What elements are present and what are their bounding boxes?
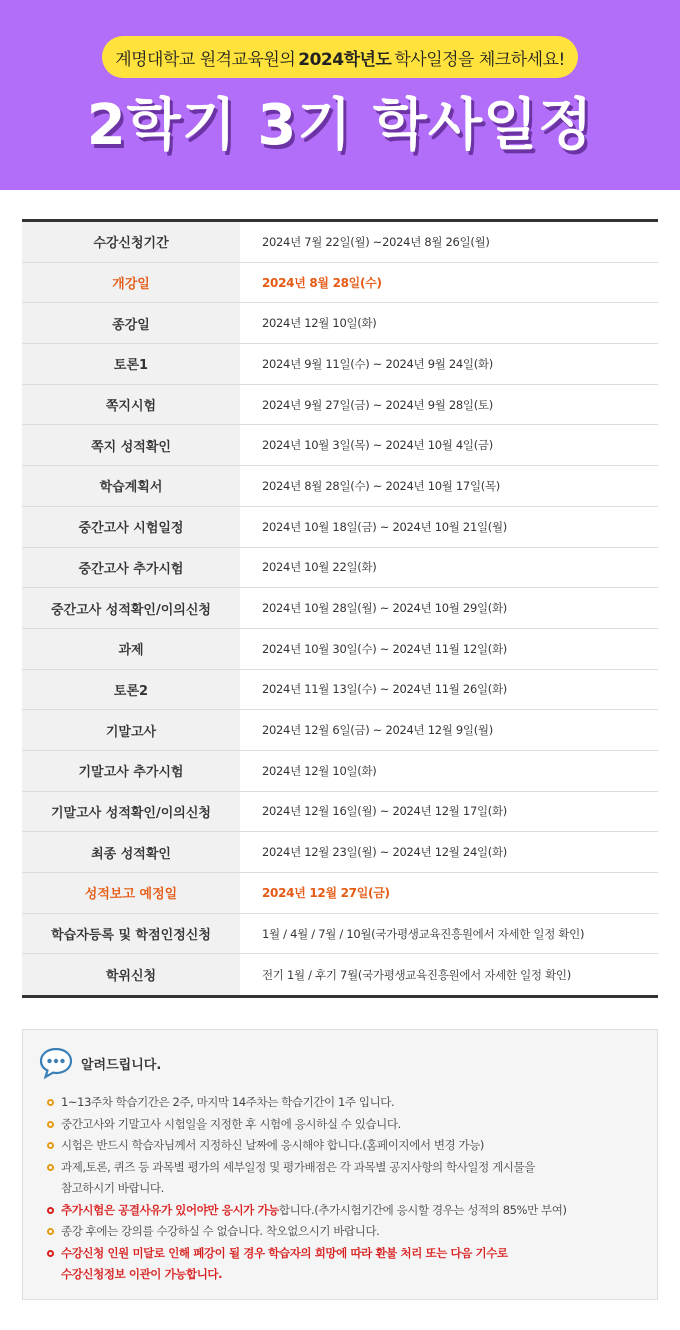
row-label: 학위신청	[22, 954, 240, 995]
row-value: 2024년 12월 23일(월) ~ 2024년 12월 24일(화)	[262, 845, 507, 860]
schedule-row-highlight	[22, 873, 658, 914]
schedule-row	[22, 629, 658, 670]
schedule-row	[22, 670, 658, 711]
schedule-row	[22, 954, 658, 995]
row-value: 2024년 10월 22일(화)	[262, 560, 377, 575]
list-item	[47, 1135, 651, 1157]
row-label: 토론2	[22, 670, 240, 710]
notice-text: 종강 후에는 강의를 수강하실 수 없습니다. 착오없으시기 바랍니다.	[61, 1224, 380, 1238]
bullet-icon	[47, 1250, 54, 1257]
row-value: 2024년 9월 11일(수) ~ 2024년 9월 24일(화)	[262, 356, 493, 371]
row-value: 2024년 12월 16일(월) ~ 2024년 12월 17일(화)	[262, 804, 507, 819]
notice-text-emphasis: 수강신청정보 이관이 가능합니다.	[61, 1267, 223, 1281]
list-item	[47, 1221, 651, 1243]
page-title: 2학기 3기 학사일정	[86, 93, 594, 158]
row-label: 기말고사	[22, 710, 240, 750]
row-label: 토론1	[22, 344, 240, 384]
row-label: 기말고사 성적확인/이의신청	[22, 792, 240, 832]
speech-bubble-icon	[39, 1046, 73, 1080]
schedule-row	[22, 507, 658, 548]
schedule-row	[22, 548, 658, 589]
schedule-row	[22, 222, 658, 263]
schedule-row	[22, 832, 658, 873]
row-value: 2024년 8월 28일(수) ~ 2024년 10월 17일(목)	[262, 478, 500, 493]
row-label: 과제	[22, 629, 240, 669]
row-value: 2024년 12월 6일(금) ~ 2024년 12월 9일(월)	[262, 723, 493, 738]
pill-suffix: 학사일정을 체크하세요!	[394, 49, 565, 70]
row-value: 2024년 10월 28일(월) ~ 2024년 10월 29일(화)	[262, 601, 507, 616]
bullet-icon	[47, 1164, 54, 1171]
notice-list	[47, 1092, 651, 1286]
row-value: 2024년 10월 30일(수) ~ 2024년 11월 12일(화)	[262, 641, 507, 656]
row-label: 기말고사 추가시험	[22, 751, 240, 791]
row-value: 2024년 12월 10일(화)	[262, 316, 377, 331]
bullet-icon	[47, 1207, 54, 1214]
row-label: 개강일	[22, 263, 240, 303]
list-item	[47, 1114, 651, 1136]
notice-text: 참고하시기 바랍니다.	[61, 1181, 164, 1195]
hero-subtitle-pill	[102, 36, 578, 78]
row-value: 2024년 12월 27일(금)	[262, 886, 390, 901]
schedule-row	[22, 588, 658, 629]
row-value: 1월 / 4월 / 7월 / 10월(국가평생교육진흥원에서 자세한 일정 확인)	[262, 926, 585, 941]
row-label: 중간고사 시험일정	[22, 507, 240, 547]
schedule-row	[22, 425, 658, 466]
notice-title: 알려드립니다.	[81, 1057, 162, 1073]
row-value: 2024년 8월 28일(수)	[262, 276, 382, 291]
row-label: 학습계획서	[22, 466, 240, 506]
row-value: 2024년 12월 10일(화)	[262, 763, 377, 778]
row-value: 2024년 10월 18일(금) ~ 2024년 10월 21일(월)	[262, 519, 507, 534]
list-item	[47, 1157, 651, 1179]
notice-text: 중간고사와 기말고사 시험일을 지정한 후 시험에 응시하실 수 있습니다.	[61, 1116, 401, 1131]
schedule-row	[22, 466, 658, 507]
row-label: 중간고사 추가시험	[22, 548, 240, 588]
notice-text: 과제,토론, 퀴즈 등 과목별 평가의 세부일정 및 평가배점은 각 과목별 공지사항의 학사일정 게시물을	[61, 1159, 535, 1174]
hero-banner	[0, 0, 680, 190]
row-label: 최종 성적확인	[22, 832, 240, 872]
schedule-row	[22, 303, 658, 344]
notice-text: 시험은 반드시 학습자님께서 지정하신 날짜에 응시해야 합니다.(홈페이지에서 변경 가능)	[61, 1138, 484, 1152]
notice-text-emphasis: 수강신청 인원 미달로 인해 폐강이 될 경우 학습자의 희망에 따라 환불 처리 또는 다음 기수로	[61, 1245, 508, 1260]
notice-text: 합니다.(추가시험기간에 응시할 경우는 성적의 85%만 부여)	[278, 1202, 567, 1217]
schedule-table	[22, 219, 658, 998]
row-value: 전기 1월 / 후기 7월(국가평생교육진흥원에서 자세한 일정 확인)	[262, 967, 571, 982]
schedule-row	[22, 344, 658, 385]
schedule-row	[22, 710, 658, 751]
bullet-icon	[47, 1121, 54, 1128]
bullet-icon	[47, 1228, 54, 1235]
schedule-row-highlight	[22, 263, 658, 304]
schedule-row	[22, 751, 658, 792]
pill-year: 2024학년도	[298, 49, 392, 70]
list-item-continuation	[47, 1178, 651, 1200]
row-label: 쪽지시험	[22, 385, 240, 425]
bullet-icon	[47, 1099, 54, 1106]
list-item	[47, 1092, 651, 1114]
schedule-row	[22, 914, 658, 955]
list-item	[47, 1243, 651, 1265]
list-item	[47, 1200, 651, 1222]
notice-text-emphasis: 추가시험은 공결사유가 있어야만 응시가 가능	[61, 1202, 279, 1217]
row-value: 2024년 10월 3일(목) ~ 2024년 10월 4일(금)	[262, 438, 493, 453]
row-label: 종강일	[22, 303, 240, 343]
row-label: 성적보고 예정일	[22, 873, 240, 913]
row-label: 중간고사 성적확인/이의신청	[22, 588, 240, 628]
row-label: 수강신청기간	[22, 222, 240, 262]
notice-header	[39, 1046, 161, 1080]
schedule-row	[22, 792, 658, 833]
row-label: 학습자등록 및 학점인정신청	[22, 914, 240, 954]
notice-text: 1~13주차 학습기간은 2주, 마지막 14주차는 학습기간이 1주 입니다.	[61, 1095, 395, 1109]
row-value: 2024년 9월 27일(금) ~ 2024년 9월 28일(토)	[262, 397, 493, 412]
row-value: 2024년 11월 13일(수) ~ 2024년 11월 26일(화)	[262, 682, 507, 697]
pill-prefix: 계명대학교 원격교육원의	[115, 49, 296, 70]
row-label: 쪽지 성적확인	[22, 425, 240, 465]
list-item-continuation	[47, 1264, 651, 1286]
bullet-icon	[47, 1142, 54, 1149]
row-value: 2024년 7월 22일(월) ~2024년 8월 26일(월)	[262, 234, 490, 249]
schedule-row	[22, 385, 658, 426]
notice-box	[22, 1029, 658, 1300]
